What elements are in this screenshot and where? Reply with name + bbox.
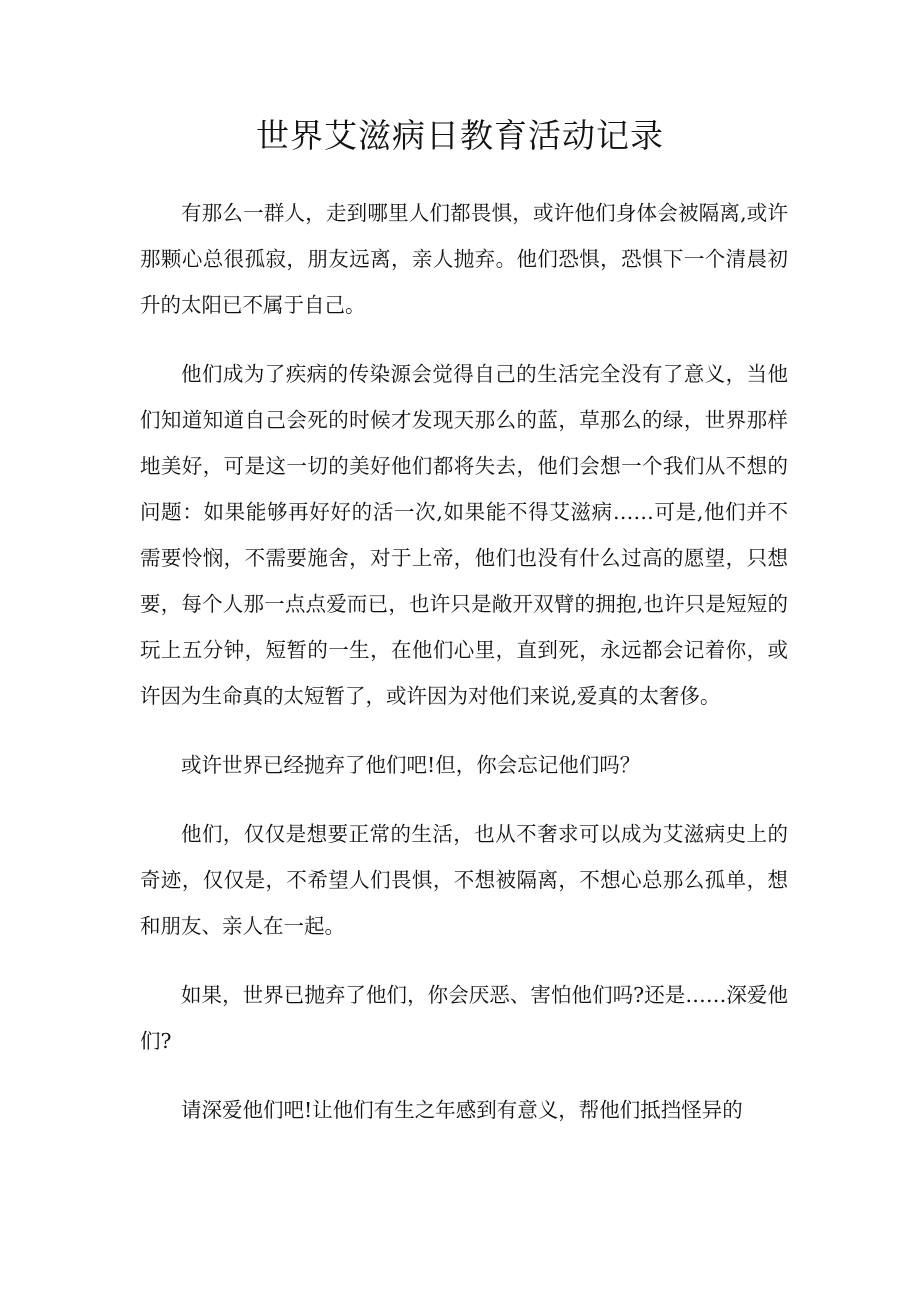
paragraph: 或许世界已经抛弃了他们吧!但，你会忘记他们吗？ bbox=[181, 753, 641, 777]
document-body bbox=[140, 190, 788, 1156]
paragraph: 他们成为了疾病的传染源会觉得自己的生活完全没有了意义，当他们知道知道自己会死的时候才发现天那么的蓝，草那么的绿，世界那样地美好，可是这一切的美好他们都将失去，他们会想一个我们从不想的问题：如果能够再好好的活一次,如果能不得艾滋病……可是,他们并不需要怜悯，不需要施舍，对于上帝，他们也没有什么过高的愿望，只想要，每个人那一点点爱而已，也许只是敞开双臂的拥抱,也许只是短短的玩上五分钟，短暂的一生，在他们心里，直到死，永远都会记着你，或许因为生命真的太短暂了，或许因为对他们来说,爱真的太奢侈。 bbox=[140, 362, 788, 708]
paragraph: 请深爱他们吧!让他们有生之年感到有意义，帮他们抵挡怪异的 bbox=[181, 1098, 743, 1122]
paragraph: 如果，世界已抛弃了他们，你会厌恶、害怕他们吗?还是……深爱他们? bbox=[140, 983, 788, 1053]
paragraph: 他们，仅仅是想要正常的生活，也从不奢求可以成为艾滋病史上的奇迹，仅仅是，不希望人们畏惧，不想被隔离，不想心总那么孤单，想和朋友、亲人在一起。 bbox=[140, 822, 788, 938]
document-title: 世界艾滋病日教育活动记录 bbox=[256, 116, 664, 155]
paragraph: 有那么一群人，走到哪里人们都畏惧，或许他们身体会被隔离,或许那颗心总很孤寂，朋友远离，亲人抛弃。他们恐惧，恐惧下一个清晨初升的太阳已不属于自己。 bbox=[140, 201, 788, 317]
